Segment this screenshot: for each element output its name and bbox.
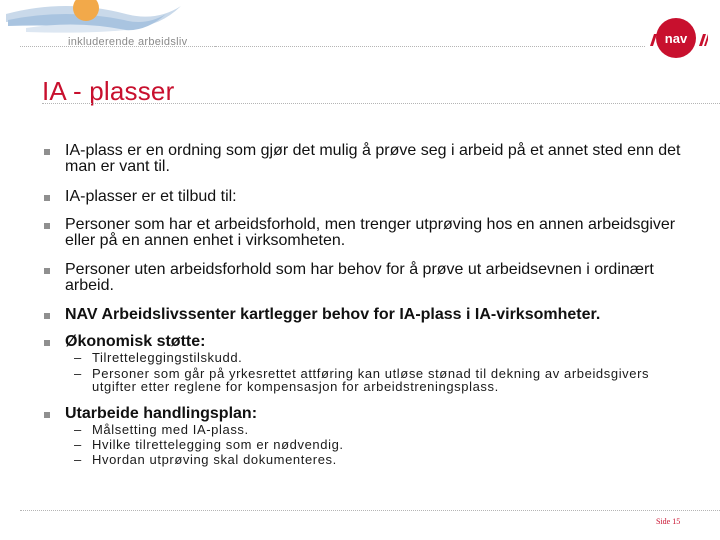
header-divider-left (20, 46, 215, 47)
bullet-item (44, 217, 694, 249)
bullet-text: IA-plass er en ordning som gjør det mulig å prøve seg i arbeid på et annet sted enn det man er vant til. (65, 142, 681, 175)
bullet-marker (44, 195, 50, 201)
dash-marker: – (74, 366, 82, 381)
bullet-text: IA-plasser er et tilbud til: (65, 188, 237, 205)
dash-marker: – (74, 437, 82, 452)
nav-logo-text: nav (664, 31, 688, 46)
nav-logo-graphic (648, 16, 708, 60)
bullet-marker (44, 149, 50, 155)
slide-title: IA - plasser (42, 76, 175, 106)
bullet-marker (44, 223, 50, 229)
org-subtitle: inkluderende arbeidsliv (68, 36, 188, 48)
dash-marker: – (74, 350, 82, 365)
bullet-item (44, 262, 694, 294)
dash-marker: – (74, 452, 82, 467)
sub-bullet-text: Hvordan utprøving skal dokumenteres. (92, 452, 337, 467)
page-number: Side 15 (656, 517, 681, 526)
title-divider (42, 103, 720, 104)
bullet-text: Økonomisk støtte: (65, 333, 206, 350)
nav-logo (648, 16, 708, 60)
bullet-text: Utarbeide handlingsplan: (65, 405, 258, 422)
bullet-text: Personer som har et arbeidsforhold, men trenger utprøving hos en annen arbeidsgiver eller på en annen enhet i virksomheten. (65, 216, 676, 249)
bullet-marker (44, 313, 50, 319)
sub-bullet-item (74, 438, 694, 451)
sub-bullet-text: Tilretteleggingstilskudd. (92, 350, 243, 365)
header-divider-right (215, 46, 645, 47)
bullet-item (44, 406, 694, 422)
bullet-item (44, 189, 694, 205)
sub-bullet-text: Hvilke tilrettelegging som er nødvendig. (92, 437, 344, 452)
bullet-text: Personer uten arbeidsforhold som har behov for å prøve ut arbeidsevnen i ordinært arbeid. (65, 261, 654, 294)
sub-bullet-item (74, 453, 694, 466)
bullet-marker (44, 412, 50, 418)
bullet-text: NAV Arbeidslivssenter kartlegger behov for IA-plass i IA-virksomheter. (65, 306, 601, 323)
bullet-marker (44, 268, 50, 274)
sub-bullet-text: Målsetting med IA-plass. (92, 422, 249, 437)
sub-bullet-item (74, 423, 694, 436)
sub-bullet-item (74, 351, 694, 364)
bullet-item (44, 143, 694, 175)
bullet-item (44, 334, 694, 350)
bullet-marker (44, 340, 50, 346)
bullet-item (44, 307, 694, 323)
sub-bullet-text: Personer som går på yrkesrettet attføring kan utløse stønad til dekning av arbeidsgivers utgifter etter reglene for kompensasjon for arbeidstreningsplass. (92, 366, 650, 394)
sub-bullet-item (74, 367, 694, 393)
dash-marker: – (74, 422, 82, 437)
footer-divider (20, 510, 720, 511)
